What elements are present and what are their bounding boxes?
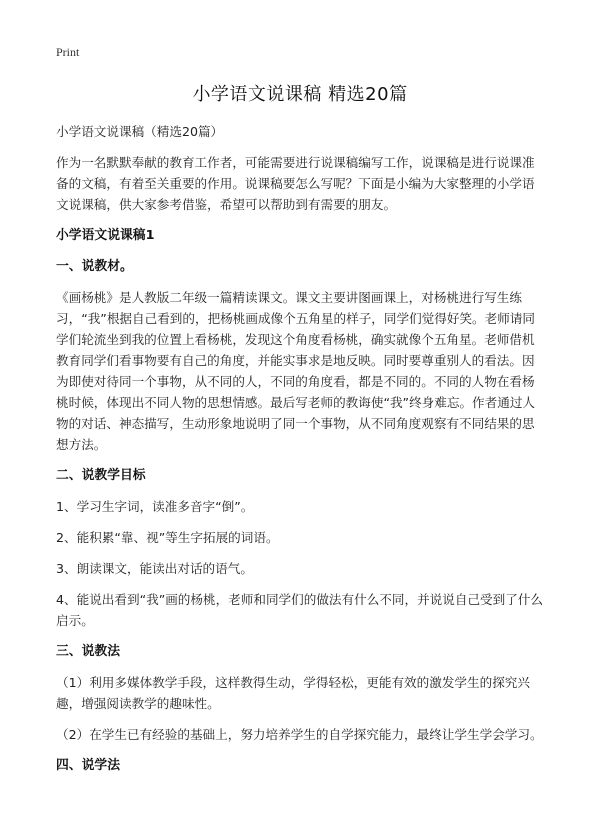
part2-heading: 二、说教学目标 bbox=[56, 468, 146, 483]
article-subtitle: 小学语文说课稿（精选20篇） bbox=[56, 124, 224, 139]
part1-paragraph: 《画杨桃》是人教版二年级一篇精读课文。课文主要讲图画课上，对杨桃进行写生练习，“我”根据自己看到的，把杨桃画成像个五角星的样子，同学们觉得好笑。老师请同学们轮流坐到我的位置上看杨桃，发现这个角度看杨桃，确实就像个五角星。老师借机教育同学们看事物要有自己的角度，并能实事求是地反映。同时要尊重别人的看法。因为即使对待同一个事物，从不同的人，不同的角度看，都是不同的。不同的人物在看杨桃时候，体现出不同人物的思想情感。最后写老师的教诲使“我”终身难忘。作者通过人物的对话、神态描写，生动形象地说明了同一个事物，从不同角度观察有不同结果的思想方法。 bbox=[56, 290, 536, 452]
part4-heading: 四、说学法 bbox=[56, 758, 120, 773]
list-item: 3、朗读课文，能读出对话的语气。 bbox=[56, 561, 253, 576]
part3-heading: 三、说教法 bbox=[56, 644, 120, 659]
list-item: 1、学习生字词，读准多音字“倒”。 bbox=[56, 499, 254, 514]
part1-heading: 一、说教材。 bbox=[56, 259, 133, 274]
intro-paragraph: 作为一名默默奉献的教育工作者，可能需要进行说课稿编写工作，说课稿是进行说课准备的文稿，有着至关重要的作用。说课稿要怎么写呢？下面是小编为大家整理的小学语文说课稿，供大家参考借鉴，希望可以帮助到有需要的朋友。 bbox=[56, 155, 535, 212]
list-item: （2）在学生已有经验的基础上，努力培养学生的自学探究能力，最终让学生学会学习。 bbox=[56, 727, 543, 742]
list-item: 4、能说出看到“我”画的杨桃，老师和同学们的做法有什么不同，并说说自己受到了什么启示。 bbox=[56, 592, 544, 628]
section-heading: 小学语文说课稿1 bbox=[56, 228, 155, 243]
print-link[interactable]: Print bbox=[56, 45, 80, 59]
list-item: 2、能积累“靠、视”等生字拓展的词语。 bbox=[56, 530, 279, 545]
page-title: 小学语文说课稿 精选20篇 bbox=[192, 84, 408, 105]
article-body bbox=[56, 121, 544, 786]
list-item: （1）利用多媒体教学手段，这样教得生动，学得轻松，更能有效的激发学生的探究兴趣，增强阅读教学的趣味性。 bbox=[56, 675, 530, 711]
